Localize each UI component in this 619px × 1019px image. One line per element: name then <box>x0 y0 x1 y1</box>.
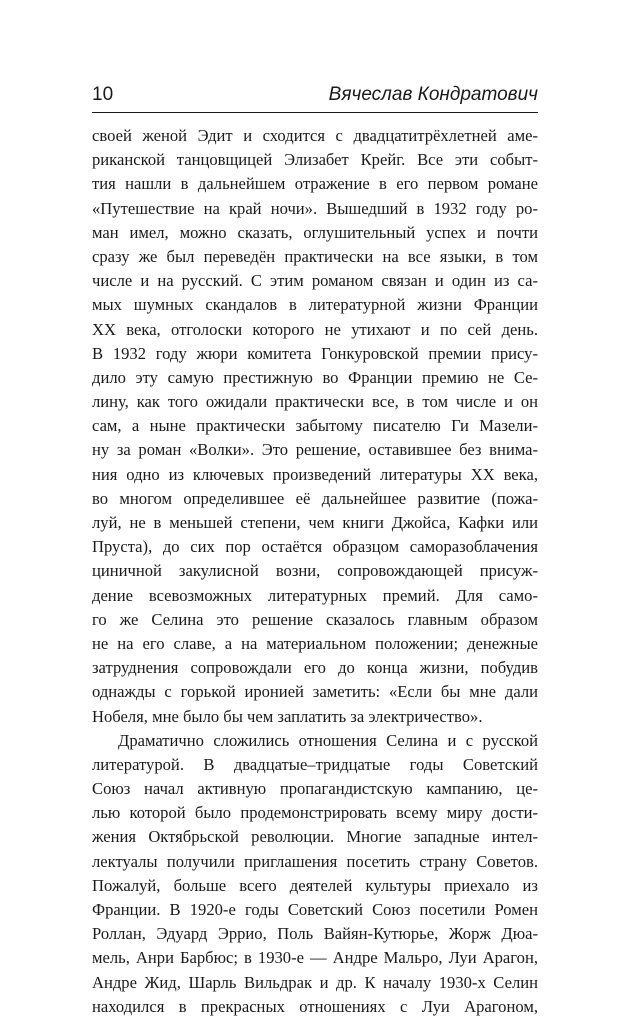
text-line: луй, не в меньшей степени, чем книги Джойса, Кафки или <box>92 513 538 532</box>
text-line: риканской танцовщицей Элизабет Крейг. Все эти событ- <box>92 150 538 170</box>
body-text <box>92 124 538 1019</box>
text-line: мель, Анри Барбюс; в 1930-е — Андре Мальро, Луи Арагон, <box>92 948 538 968</box>
text-line: дение всевозможных литературных премий. Для само- <box>92 585 538 605</box>
text-line: Драматично сложились отношения Селина и с русской <box>118 730 538 750</box>
text-line: сразу же был переведён практически на все языки, в том <box>92 246 538 266</box>
running-head <box>92 82 538 108</box>
text-line: Роллан, Эдуард Эррио, Поль Вайян-Кутюрье, Жорж Дюа- <box>92 924 538 944</box>
text-line: не на его славе, а на материальном положении; денежные <box>92 633 538 653</box>
paragraph-1 <box>92 124 538 729</box>
text-line: жения Октябрьской революции. Многие западные интел- <box>92 827 538 847</box>
text-line: «Путешествие на край ночи». Вышедший в 1932 году ро- <box>92 198 538 218</box>
text-line: Союз начал активную пропагандистскую кампанию, це- <box>92 779 538 799</box>
text-line: Пруста), до сих пор остаётся образцом саморазоблачения <box>92 537 538 557</box>
text-line: Андре Жид, Шарль Вильдрак и др. К началу 1930-х Селин <box>92 972 538 992</box>
page-number: 10 <box>92 84 114 105</box>
text-line: ния одно из ключевых произведений литературы XX века, <box>92 464 538 484</box>
text-line: тия нашли в дальнейшем отражение в его первом романе <box>92 174 538 194</box>
text-line: мых шумных скандалов в литературной жизни Франции <box>92 295 538 315</box>
text-line: однажды с горькой иронией заметить: «Если бы мне дали <box>92 682 538 702</box>
text-line: го же Селина это решение сказалось главным образом <box>92 609 538 629</box>
paragraph-2 <box>92 729 538 1019</box>
text-line: Пожалуй, больше всего деятелей культуры приехало из <box>92 875 538 895</box>
text-line: ну за роман «Волки». Это решение, оставившее без внима- <box>92 440 538 460</box>
text-line: находился в прекрасных отношениях с Луи Арагоном, <box>92 996 538 1016</box>
text-line: циничной закулисной возни, сопровождающей присуж- <box>92 561 538 581</box>
text-line: дило эту самую престижную во Франции премию не Се- <box>92 367 538 387</box>
text-line: литературой. В двадцатые–тридцатые годы Советский <box>92 754 538 774</box>
text-line: XX века, отголоски которого не утихают и по сей день. <box>92 319 538 339</box>
text-line: затруднения сопровождали его до конца жизни, побудив <box>92 658 538 678</box>
text-line: лину, как того ожидали практически все, в том числе и он <box>92 392 538 412</box>
text-line: Нобеля, мне было бы чем заплатить за электричество». <box>92 706 483 726</box>
text-line: своей женой Эдит и сходится с двадцатитрёхлетней аме- <box>92 126 538 145</box>
text-line: лью которой было продемонстрировать всему миру дости- <box>92 803 538 823</box>
text-line: В 1932 году жюри комитета Гонкуровской премии прису- <box>92 343 538 363</box>
text-line: сам, а ныне практически забытому писателю Ги Мазели- <box>92 416 538 436</box>
text-line: во многом определившее её дальнейшее развитие (пожа- <box>92 488 538 508</box>
text-line: Франции. В 1920-е годы Советский Союз посетили Ромен <box>92 900 538 919</box>
text-line: ман имел, можно сказать, оглушительный успех и почти <box>92 222 538 242</box>
header-rule <box>92 112 538 113</box>
running-title: Вячеслав Кондратович <box>328 84 538 105</box>
text-line: числе и на русский. С этим романом связан и один из са- <box>92 271 538 291</box>
text-line: лектуалы получили приглашения посетить страну Советов. <box>92 851 538 871</box>
